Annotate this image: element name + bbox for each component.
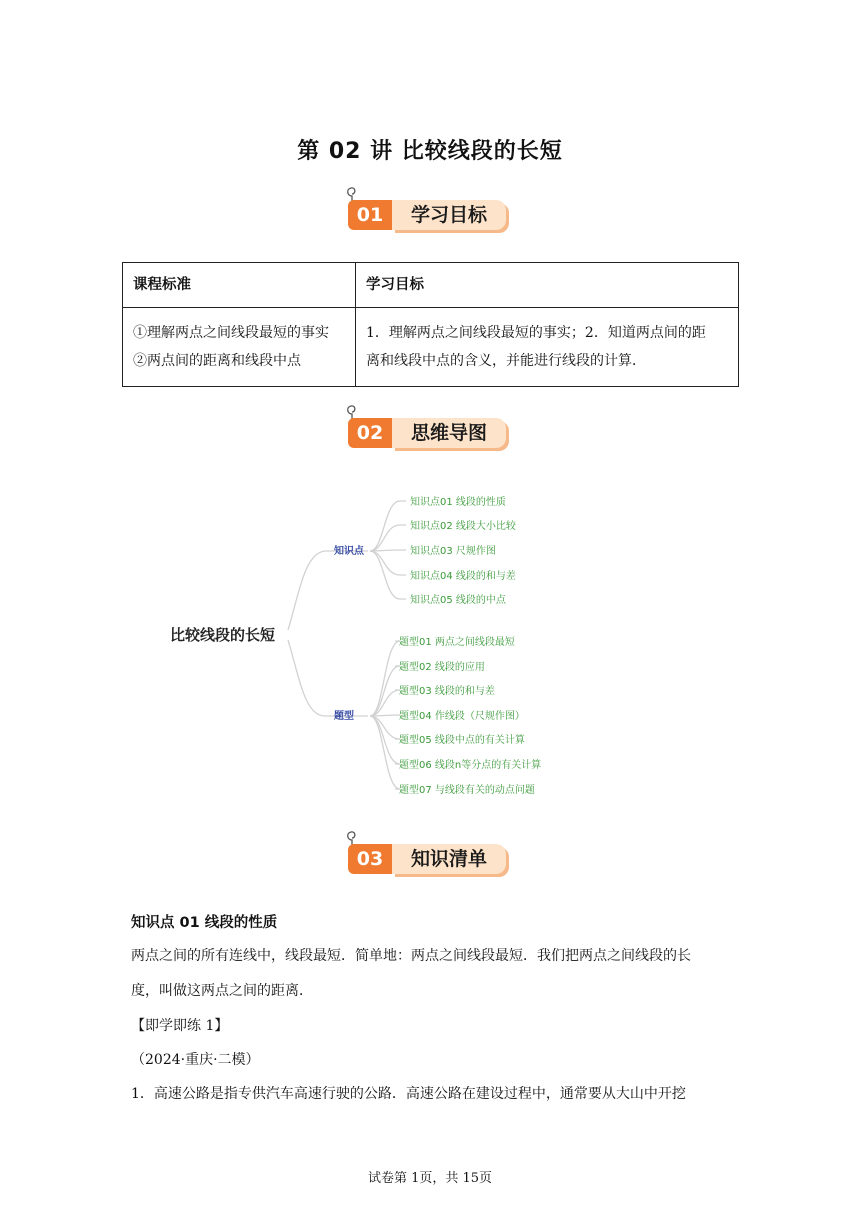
- mindmap-leaf-connector: [370, 716, 400, 789]
- table-header-goal: 学习目标: [356, 263, 739, 308]
- mindmap-leaf: 知识点02 线段大小比较: [410, 521, 516, 532]
- banner-number: 02: [348, 418, 392, 448]
- goal-line: 1．理解两点之间线段最短的事实；2．知道两点间的距: [366, 325, 706, 341]
- table-header-standard: 课程标准: [123, 263, 356, 308]
- mindmap-root: 比较线段的长短: [170, 626, 276, 644]
- mindmap-leaf: 题型02 线段的应用: [399, 662, 485, 673]
- mindmap-leaf: 知识点04 线段的和与差: [410, 571, 516, 582]
- mindmap-leaf: 知识点03 尺规作图: [410, 546, 496, 557]
- mindmap-leaf: 知识点05 线段的中点: [410, 595, 506, 606]
- question-source: （2024·重庆·二模）: [131, 1052, 260, 1068]
- mindmap-leaf: 题型07 与线段有关的动点问题: [399, 785, 535, 796]
- mindmap-leaf: 题型05 线段中点的有关计算: [399, 735, 525, 746]
- mindmap-leaf-connector: [370, 501, 406, 551]
- standard-line: ②两点间的距离和线段中点: [133, 353, 301, 369]
- mindmap-leaf-connector: [370, 641, 400, 716]
- banner-label: 知识清单: [392, 844, 506, 874]
- mindmap-leaf: 题型04 作线段（尺规作图）: [399, 711, 525, 722]
- mindmap-category-types: 题型: [334, 711, 354, 722]
- mindmap-leaf: 题型03 线段的和与差: [399, 686, 495, 697]
- paragraph-line: 两点之间的所有连线中，线段最短．简单地：两点之间线段最短．我们把两点之间线段的长: [131, 948, 691, 964]
- mindmap-connectors-knowledge: [370, 501, 406, 599]
- banner-number: 01: [348, 200, 392, 230]
- goal-line: 离和线段中点的含义，并能进行线段的计算．: [366, 353, 646, 369]
- mindmap-leaf: 知识点01 线段的性质: [410, 497, 506, 508]
- page-title: 第 02 讲 比较线段的长短: [297, 139, 563, 164]
- standard-line: ①理解两点之间线段最短的事实: [133, 325, 329, 341]
- section-heading: 知识点 01 线段的性质: [131, 915, 278, 931]
- section-banner-03: [344, 830, 510, 880]
- mindmap-connectors-types: [370, 641, 400, 789]
- mindmap-connector: [288, 640, 368, 716]
- banner-number: 03: [348, 844, 392, 874]
- mindmap-category-knowledge: 知识点: [334, 546, 364, 557]
- mindmap-leaf: 题型01 两点之间线段最短: [399, 637, 515, 648]
- paragraph-line: 度，叫做这两点之间的距离．: [131, 983, 313, 999]
- mindmap-connector: [288, 551, 368, 630]
- banner-label: 思维导图: [392, 418, 506, 448]
- page-footer: 试卷第 1页，共 15页: [367, 1171, 493, 1186]
- mindmap-leaf: 题型06 线段n等分点的有关计算: [399, 760, 542, 771]
- banner-label: 学习目标: [392, 200, 506, 230]
- question-text: 1．高速公路是指专供汽车高速行驶的公路．高速公路在建设过程中，通常要从大山中开挖: [131, 1086, 686, 1102]
- practice-label: 【即学即练 1】: [131, 1018, 229, 1034]
